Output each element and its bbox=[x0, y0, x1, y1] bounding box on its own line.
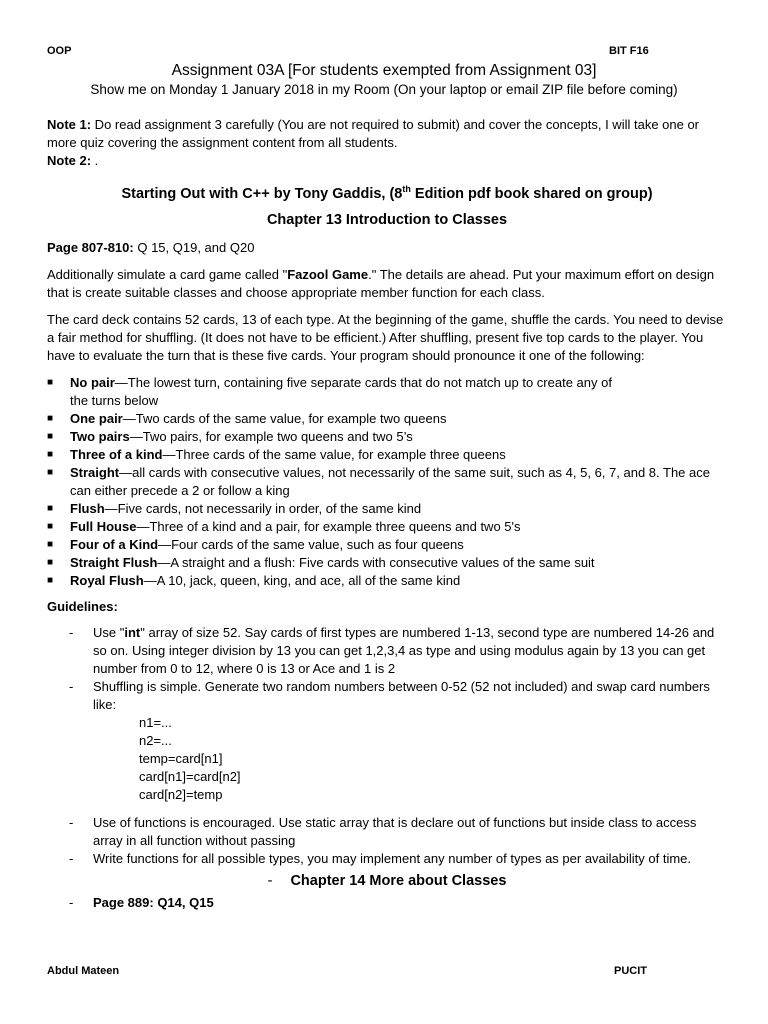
hand-item bbox=[47, 500, 727, 518]
bullet-icon: ■ bbox=[47, 520, 54, 532]
bullet-icon: ■ bbox=[47, 466, 54, 478]
bullet-icon: ■ bbox=[47, 448, 54, 460]
hand-item bbox=[47, 410, 727, 428]
assignment-title: Assignment 03A [For students exempted from Assignment 03] bbox=[171, 62, 597, 79]
code-block bbox=[47, 714, 727, 804]
hand-name: Straight Flush bbox=[70, 554, 158, 570]
hand-description: —Four cards of the same value, such as four queens bbox=[158, 536, 464, 552]
footer-author: Abdul Mateen bbox=[47, 965, 120, 977]
document-body bbox=[47, 116, 727, 912]
note-2-text: . bbox=[91, 153, 99, 168]
code-line: n2=... bbox=[139, 732, 172, 748]
guideline-3: - Use of functions is encouraged. Use static array that is declare out of functions but inside class to access array in all function without passing bbox=[69, 814, 697, 848]
hand-name: Three of a kind bbox=[70, 446, 163, 462]
chapter-13-heading: Chapter 13 Introduction to Classes bbox=[266, 211, 508, 228]
note-2 bbox=[47, 152, 727, 170]
guidelines-list-2 bbox=[47, 814, 727, 868]
hand-name: No pair bbox=[70, 374, 115, 390]
hand-name: One pair bbox=[70, 410, 123, 426]
game-name: Fazool Game bbox=[287, 266, 369, 282]
guidelines-list bbox=[47, 624, 727, 714]
page-889-item: - Page 889: Q14, Q15 bbox=[69, 894, 214, 910]
hand-description: —Five cards, not necessarily in order, of the same kind bbox=[104, 500, 422, 516]
hand-name: Flush bbox=[70, 500, 105, 516]
hand-description: —all cards with consecutive values, not necessarily of the same suit, such as 4, 5, 6, 7, and 8. The ace can either precede a 2 or follow a king bbox=[70, 464, 710, 498]
guidelines-title: Guidelines: bbox=[47, 598, 118, 614]
hand-name: Two pairs bbox=[70, 428, 130, 444]
hand-description: —Three cards of the same value, for example three queens bbox=[162, 446, 506, 462]
book-heading: Starting Out with C++ by Tony Gaddis, (8th Edition pdf book shared on group) bbox=[121, 184, 653, 202]
chapter-14-heading: - Chapter 14 More about Classes bbox=[267, 872, 507, 889]
code-line: n1=... bbox=[139, 714, 172, 730]
hand-description: —A 10, jack, queen, king, and ace, all of the same kind bbox=[143, 572, 461, 588]
hand-item bbox=[47, 374, 727, 392]
page-reference: Page 807-810: Q 15, Q19, and Q20 bbox=[47, 239, 255, 255]
bullet-icon: ■ bbox=[47, 574, 54, 586]
bullet-icon: ■ bbox=[47, 412, 54, 424]
note-1-text: Do read assignment 3 carefully (You are not required to submit) and cover the concepts, I will take one or more quiz covering the assignment content from all students. bbox=[47, 117, 700, 150]
header-class: BIT F16 bbox=[609, 45, 649, 57]
bullet-icon: ■ bbox=[47, 502, 54, 514]
bullet-icon: ■ bbox=[47, 538, 54, 550]
code-line: temp=card[n1] bbox=[139, 750, 223, 766]
hand-name: Four of a Kind bbox=[70, 536, 159, 552]
hand-description: —Two pairs, for example two queens and two 5’s bbox=[129, 428, 413, 444]
chapter-14-list bbox=[47, 894, 727, 912]
hand-item bbox=[47, 554, 727, 572]
hand-name: Straight bbox=[70, 464, 120, 480]
paragraph-deck: The card deck contains 52 cards, 13 of each type. At the beginning of the game, shuffle the cards. You need to devise a fair method for shuffling. (It does not have to be efficient.) After shuffling, present five top cards to the player. You have to evaluate the turn that is these five cards. Your program should pronounce it one of the following: bbox=[47, 311, 724, 363]
note-1 bbox=[47, 116, 727, 152]
footer-institution: PUCIT bbox=[614, 965, 647, 977]
hand-description: —Three of a kind and a pair, for example three queens and two 5's bbox=[136, 518, 521, 534]
header-course: OOP bbox=[47, 45, 72, 57]
bullet-icon: ■ bbox=[47, 376, 54, 388]
hand-item bbox=[47, 536, 727, 554]
hand-description: the turns below bbox=[70, 392, 159, 408]
guideline-2: - Shuffling is simple. Generate two random numbers between 0-52 (52 not included) and swap card numbers like: bbox=[69, 678, 710, 712]
hand-item bbox=[47, 428, 727, 446]
hand-description: —A straight and a flush: Five cards with consecutive values of the same suit bbox=[157, 554, 595, 570]
hands-list bbox=[47, 374, 727, 590]
hand-item bbox=[47, 392, 727, 410]
note-1-label: Note 1: bbox=[47, 117, 92, 132]
hand-name: Royal Flush bbox=[70, 572, 144, 588]
paragraph-game-intro: Additionally simulate a card game called "Fazool Game." The details are ahead. Put your maximum effort on design that is create suitable classes and choose appropriate member function for each class. bbox=[47, 266, 715, 300]
hand-item bbox=[47, 572, 727, 590]
guideline-1: - Use "int" array of size 52. Say cards of first types are numbered 1-13, second type are numbered 14-26 and so on. Using integer division by 13 you can get 1,2,3,4 as type and using modulus again by 13 you can get number from 0 to 12, where 0 is 13 or Ace and 1 is 2 bbox=[69, 624, 715, 676]
guideline-4: - Write functions for all possible types, you may implement any number of types as per availability of time. bbox=[69, 850, 692, 866]
assignment-subtitle: Show me on Monday 1 January 2018 in my Room (On your laptop or email ZIP file before coming) bbox=[90, 82, 678, 97]
hand-item bbox=[47, 518, 727, 536]
hand-description: —The lowest turn, containing five separate cards that do not match up to create any of bbox=[114, 374, 612, 390]
note-2-label: Note 2: bbox=[47, 153, 92, 168]
hand-description: —Two cards of the same value, for example two queens bbox=[122, 410, 447, 426]
hand-item bbox=[47, 464, 727, 500]
hand-name: Full House bbox=[70, 518, 137, 534]
code-line: card[n1]=card[n2] bbox=[139, 768, 241, 784]
bullet-icon: ■ bbox=[47, 556, 54, 568]
hand-item bbox=[47, 446, 727, 464]
bullet-icon: ■ bbox=[47, 430, 54, 442]
notes bbox=[47, 116, 727, 170]
code-line: card[n2]=temp bbox=[139, 786, 223, 802]
